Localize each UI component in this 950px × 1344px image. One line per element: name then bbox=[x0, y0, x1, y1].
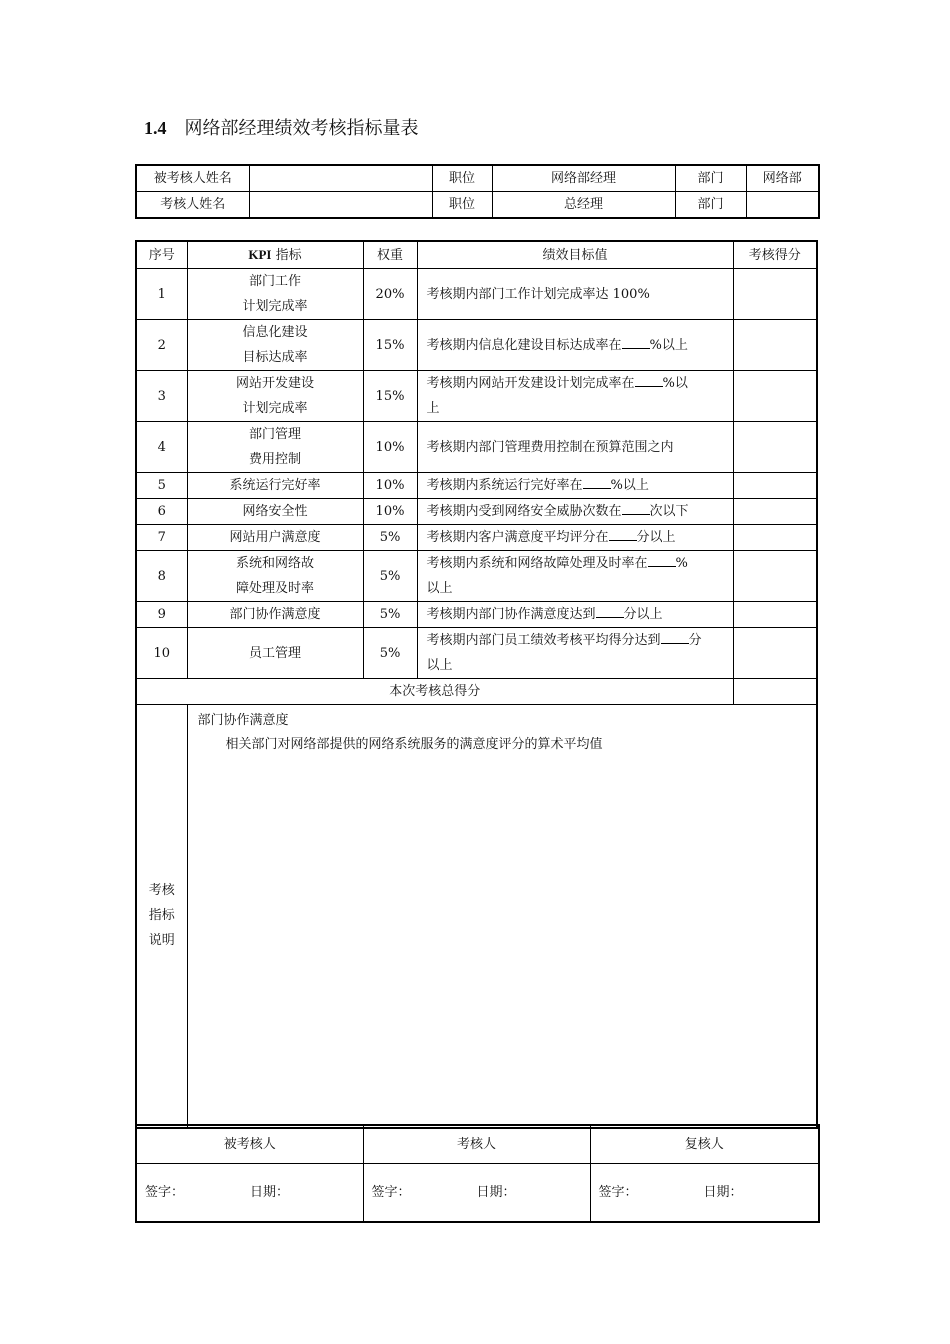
header-target: 绩效目标值 bbox=[417, 241, 733, 269]
assessor-position-label: 职位 bbox=[432, 192, 492, 219]
kpi-no: 8 bbox=[136, 551, 187, 602]
total-row bbox=[136, 679, 817, 705]
kpi-target-wrap: 上 bbox=[426, 401, 440, 416]
kpi-name: 员工管理 bbox=[187, 628, 363, 679]
kpi-name bbox=[187, 269, 363, 320]
kpi-row-10 bbox=[136, 628, 817, 679]
page-title bbox=[144, 114, 419, 140]
description-label-line: 考核 bbox=[148, 883, 175, 899]
role-assessor: 考核人 bbox=[363, 1125, 590, 1163]
header-kpi-rest: 指标 bbox=[271, 248, 302, 263]
kpi-weight: 5% bbox=[363, 551, 417, 602]
kpi-target-text: 考核期内部门管理费用控制在预算范围之内 bbox=[426, 439, 674, 455]
header-score: 考核得分 bbox=[733, 241, 817, 269]
kpi-score-cell[interactable] bbox=[733, 499, 817, 525]
kpi-name bbox=[187, 422, 363, 473]
assessor-position-value: 总经理 bbox=[492, 192, 675, 219]
kpi-target-text: 考核期内网站开发建设计划完成率在 bbox=[426, 376, 635, 391]
kpi-row-2 bbox=[136, 320, 817, 371]
signature-fields-row bbox=[136, 1163, 819, 1222]
header-no: 序号 bbox=[136, 241, 187, 269]
assessee-position-label: 职位 bbox=[432, 165, 492, 192]
kpi-target-text: 考核期内部门员工绩效考核平均得分达到 bbox=[426, 633, 661, 648]
kpi-name-line: 障处理及时率 bbox=[235, 581, 314, 596]
kpi-target bbox=[417, 551, 733, 602]
kpi-name bbox=[187, 320, 363, 371]
fill-blank[interactable] bbox=[622, 336, 650, 349]
kpi-target-suffix: %以上 bbox=[649, 337, 688, 353]
description-title: 部门协作满意度 bbox=[197, 713, 289, 728]
kpi-name: 部门协作满意度 bbox=[187, 602, 363, 628]
kpi-name: 系统运行完好率 bbox=[187, 473, 363, 499]
kpi-target-suffix: 分 bbox=[688, 633, 702, 648]
date-label: 日期： bbox=[476, 1184, 516, 1200]
description-label-line: 说明 bbox=[148, 933, 175, 949]
kpi-weight: 5% bbox=[363, 602, 417, 628]
kpi-weight: 10% bbox=[363, 499, 417, 525]
kpi-score-cell[interactable] bbox=[733, 473, 817, 499]
fill-blank[interactable] bbox=[648, 554, 676, 567]
assessor-signature-cell[interactable] bbox=[363, 1163, 590, 1222]
fill-blank[interactable] bbox=[596, 605, 624, 618]
kpi-row-1 bbox=[136, 269, 817, 320]
total-label: 本次考核总得分 bbox=[136, 679, 733, 705]
title-text: 网络部经理绩效考核指标量表 bbox=[184, 118, 419, 139]
info-row-assessee bbox=[136, 165, 819, 192]
kpi-table bbox=[135, 240, 818, 1129]
date-label: 日期： bbox=[250, 1184, 290, 1200]
assessor-name-field[interactable] bbox=[249, 192, 432, 219]
kpi-target-text: 考核期内信息化建设目标达成率在 bbox=[426, 337, 622, 353]
kpi-weight: 20% bbox=[363, 269, 417, 320]
kpi-score-cell[interactable] bbox=[733, 628, 817, 679]
kpi-no: 10 bbox=[136, 628, 187, 679]
reviewer-signature-cell[interactable] bbox=[590, 1163, 819, 1222]
header-kpi-bold: KPI bbox=[248, 247, 272, 262]
kpi-name-line: 计划完成率 bbox=[242, 299, 308, 314]
kpi-no: 6 bbox=[136, 499, 187, 525]
kpi-name-line: 计划完成率 bbox=[242, 401, 308, 416]
fill-blank[interactable] bbox=[583, 476, 611, 489]
kpi-target-text: 考核期内受到网络安全威胁次数在 bbox=[426, 504, 622, 519]
assessee-name-field[interactable] bbox=[249, 165, 432, 192]
kpi-name-line: 网站开发建设 bbox=[235, 376, 314, 391]
title-number: 1.4 bbox=[144, 118, 167, 138]
kpi-name-line: 费用控制 bbox=[248, 452, 301, 467]
date-label: 日期： bbox=[703, 1184, 743, 1200]
kpi-name: 网站用户满意度 bbox=[187, 525, 363, 551]
kpi-score-cell[interactable] bbox=[733, 602, 817, 628]
kpi-target-wrap: 以上 bbox=[426, 581, 453, 596]
role-reviewer: 复核人 bbox=[590, 1125, 819, 1163]
sign-label: 签字： bbox=[371, 1184, 411, 1200]
info-table bbox=[135, 164, 820, 219]
kpi-score-cell[interactable] bbox=[733, 422, 817, 473]
kpi-weight: 10% bbox=[363, 473, 417, 499]
description-body: 相关部门对网络部提供的网络系统服务的满意度评分的算术平均值 bbox=[225, 737, 603, 752]
kpi-no: 5 bbox=[136, 473, 187, 499]
description-label-line: 指标 bbox=[148, 908, 175, 924]
kpi-target-text: 考核期内客户满意度平均评分在 bbox=[426, 530, 609, 545]
kpi-row-4 bbox=[136, 422, 817, 473]
info-row-assessor bbox=[136, 192, 819, 219]
kpi-target-text: 考核期内部门工作计划完成率达 100% bbox=[426, 286, 650, 302]
total-score-cell[interactable] bbox=[733, 679, 817, 705]
fill-blank[interactable] bbox=[609, 528, 637, 541]
kpi-name bbox=[187, 371, 363, 422]
kpi-target bbox=[417, 269, 733, 320]
kpi-weight: 5% bbox=[363, 525, 417, 551]
kpi-no: 3 bbox=[136, 371, 187, 422]
fill-blank[interactable] bbox=[635, 374, 663, 387]
kpi-no: 2 bbox=[136, 320, 187, 371]
description-content bbox=[187, 705, 817, 1128]
assessee-position-value: 网络部经理 bbox=[492, 165, 675, 192]
assessor-dept-label: 部门 bbox=[675, 192, 746, 219]
fill-blank[interactable] bbox=[661, 631, 689, 644]
kpi-target-suffix: 次以下 bbox=[649, 504, 689, 519]
kpi-target bbox=[417, 499, 733, 525]
kpi-target-suffix: %以 bbox=[662, 376, 688, 391]
assessor-dept-value[interactable] bbox=[746, 192, 819, 219]
kpi-name-line: 部门管理 bbox=[248, 427, 301, 442]
kpi-name-line: 目标达成率 bbox=[242, 350, 308, 365]
kpi-row-6 bbox=[136, 499, 817, 525]
kpi-row-3 bbox=[136, 371, 817, 422]
kpi-weight: 15% bbox=[363, 371, 417, 422]
kpi-row-8 bbox=[136, 551, 817, 602]
kpi-name bbox=[187, 551, 363, 602]
assessee-name-label: 被考核人姓名 bbox=[136, 165, 249, 192]
kpi-target-suffix: 分以上 bbox=[636, 530, 676, 545]
kpi-score-cell[interactable] bbox=[733, 525, 817, 551]
sign-label: 签字： bbox=[598, 1184, 638, 1200]
kpi-score-cell[interactable] bbox=[733, 551, 817, 602]
kpi-weight: 15% bbox=[363, 320, 417, 371]
kpi-name-line: 信息化建设 bbox=[242, 325, 308, 340]
signature-roles-row bbox=[136, 1125, 819, 1163]
kpi-target-text: 考核期内系统运行完好率在 bbox=[426, 478, 583, 493]
fill-blank[interactable] bbox=[622, 502, 650, 515]
kpi-target-suffix: %以上 bbox=[610, 478, 649, 493]
kpi-target bbox=[417, 371, 733, 422]
description-row bbox=[136, 705, 817, 1128]
kpi-target-text: 考核期内部门协作满意度达到 bbox=[426, 607, 596, 622]
kpi-name: 网络安全性 bbox=[187, 499, 363, 525]
kpi-score-cell[interactable] bbox=[733, 320, 817, 371]
kpi-target bbox=[417, 422, 733, 473]
header-kpi bbox=[187, 241, 363, 269]
kpi-weight: 5% bbox=[363, 628, 417, 679]
kpi-target-suffix: % bbox=[675, 556, 688, 571]
kpi-target-suffix: 分以上 bbox=[623, 607, 663, 622]
sign-label: 签字： bbox=[145, 1184, 185, 1200]
assessee-dept-value: 网络部 bbox=[746, 165, 819, 192]
kpi-row-5 bbox=[136, 473, 817, 499]
kpi-weight: 10% bbox=[363, 422, 417, 473]
kpi-target bbox=[417, 320, 733, 371]
kpi-score-cell[interactable] bbox=[733, 269, 817, 320]
kpi-no: 7 bbox=[136, 525, 187, 551]
assessee-dept-label: 部门 bbox=[675, 165, 746, 192]
kpi-no: 9 bbox=[136, 602, 187, 628]
kpi-row-9 bbox=[136, 602, 817, 628]
kpi-target bbox=[417, 602, 733, 628]
kpi-name-line: 部门工作 bbox=[248, 274, 301, 289]
kpi-no: 4 bbox=[136, 422, 187, 473]
kpi-target bbox=[417, 473, 733, 499]
kpi-header-row bbox=[136, 241, 817, 269]
signature-table bbox=[135, 1124, 820, 1223]
assessor-name-label: 考核人姓名 bbox=[136, 192, 249, 219]
description-label bbox=[136, 705, 187, 1128]
kpi-target bbox=[417, 525, 733, 551]
kpi-no: 1 bbox=[136, 269, 187, 320]
kpi-name-line: 系统和网络故 bbox=[235, 556, 314, 571]
kpi-target bbox=[417, 628, 733, 679]
kpi-score-cell[interactable] bbox=[733, 371, 817, 422]
kpi-target-wrap: 以上 bbox=[426, 658, 453, 673]
header-weight: 权重 bbox=[363, 241, 417, 269]
assessee-signature-cell[interactable] bbox=[136, 1163, 363, 1222]
kpi-row-7 bbox=[136, 525, 817, 551]
kpi-target-text: 考核期内系统和网络故障处理及时率在 bbox=[426, 556, 648, 571]
role-assessee: 被考核人 bbox=[136, 1125, 363, 1163]
